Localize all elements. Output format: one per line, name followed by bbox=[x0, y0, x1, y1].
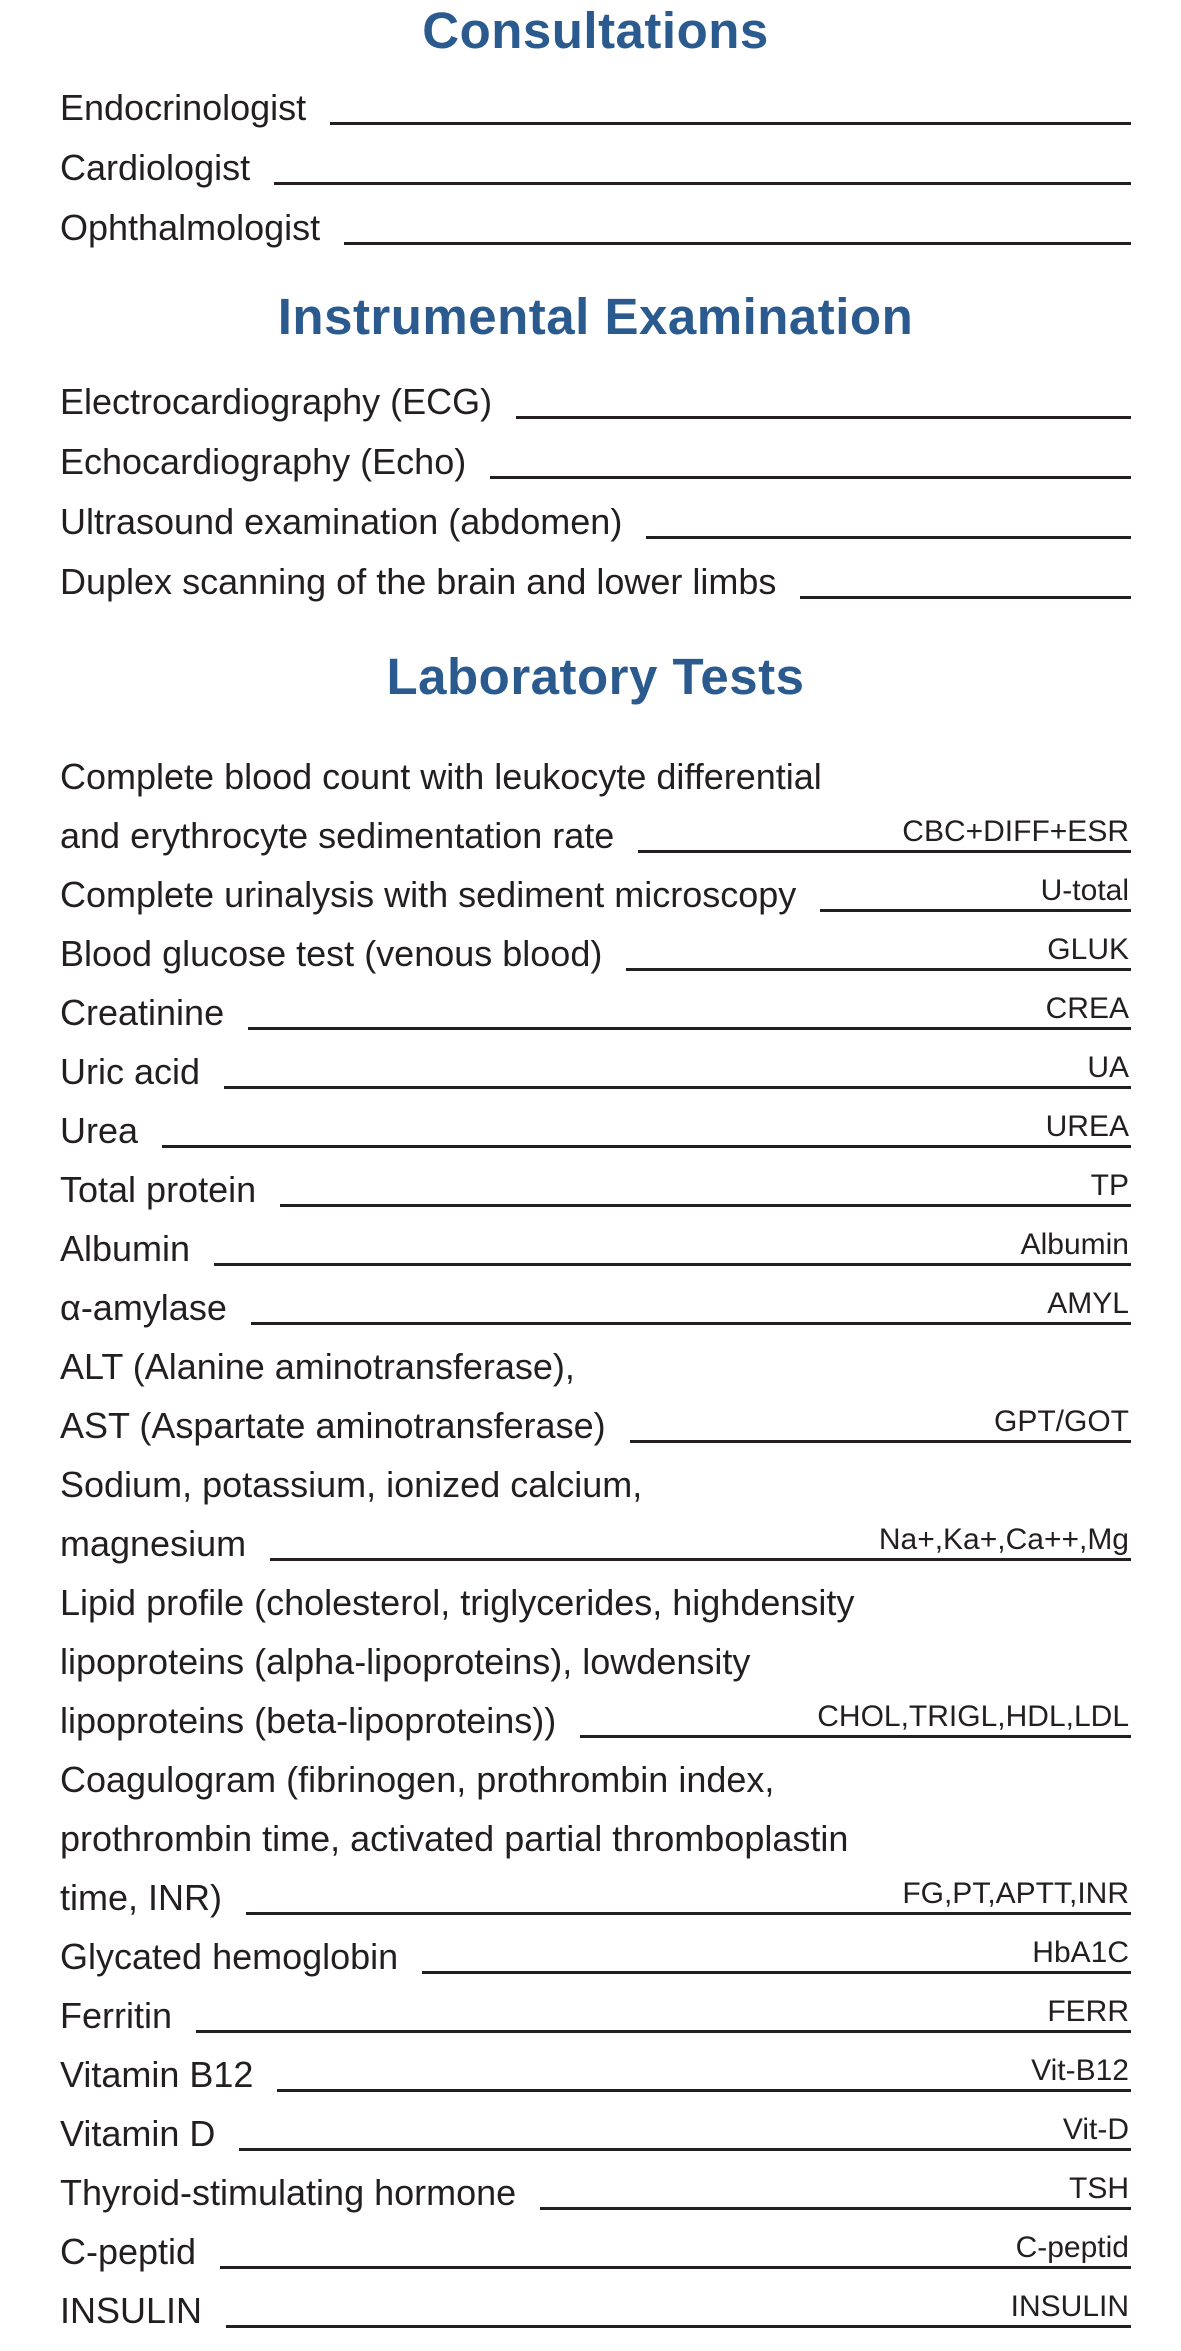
consultation-row bbox=[60, 188, 1131, 248]
lab-test-row bbox=[60, 1446, 1131, 1564]
fill-in-line[interactable] bbox=[540, 2163, 1131, 2210]
fill-in-line[interactable] bbox=[800, 552, 1131, 599]
test-code-label: TSH bbox=[1069, 2171, 1129, 2205]
row-label: Total protein bbox=[60, 1169, 257, 1211]
test-code-label: FERR bbox=[1047, 1994, 1129, 2028]
lab-test-row bbox=[60, 2154, 1131, 2213]
test-code-label: GLUK bbox=[1047, 932, 1129, 966]
row-label: Echocardiography (Echo) bbox=[60, 441, 467, 483]
row-label: Ultrasound examination (abdomen) bbox=[60, 501, 623, 543]
fill-in-line[interactable] bbox=[280, 1160, 1131, 1207]
row-label: Creatinine bbox=[60, 992, 225, 1034]
test-code-label: INSULIN bbox=[1010, 2289, 1129, 2323]
lab-test-row bbox=[60, 738, 1131, 856]
fill-in-line[interactable] bbox=[638, 806, 1131, 853]
lab-test-row bbox=[60, 1564, 1131, 1741]
fill-in-line[interactable] bbox=[516, 372, 1131, 419]
row-label: ALT (Alanine aminotransferase), bbox=[60, 1346, 575, 1388]
test-code-label: UREA bbox=[1045, 1109, 1129, 1143]
row-label: Cardiologist bbox=[60, 147, 251, 189]
consultation-row bbox=[60, 128, 1131, 188]
lab-test-row bbox=[60, 1210, 1131, 1269]
examination-row bbox=[60, 422, 1131, 482]
fill-in-line[interactable] bbox=[277, 2045, 1131, 2092]
lab-test-row bbox=[60, 1269, 1131, 1328]
lab-test-row bbox=[60, 1741, 1131, 1918]
row-label: Thyroid-stimulating hormone bbox=[60, 2172, 517, 2214]
fill-in-line[interactable] bbox=[246, 1868, 1131, 1915]
fill-in-line[interactable] bbox=[274, 138, 1131, 185]
lab-test-row bbox=[60, 1092, 1131, 1151]
consultations-list bbox=[60, 68, 1131, 248]
row-label: lipoproteins (beta-lipoproteins)) bbox=[60, 1700, 557, 1742]
row-label: Endocrinologist bbox=[60, 87, 307, 129]
lab-test-row bbox=[60, 2095, 1131, 2154]
test-code-label: CBC+DIFF+ESR bbox=[902, 814, 1129, 848]
examination-row bbox=[60, 362, 1131, 422]
section-title-consultations: Consultations bbox=[422, 2, 769, 59]
fill-in-line[interactable] bbox=[422, 1927, 1131, 1974]
fill-in-line[interactable] bbox=[344, 198, 1131, 245]
laboratory-tests-list bbox=[60, 738, 1131, 2331]
test-code-label: CHOL,TRIGL,HDL,LDL bbox=[817, 1699, 1129, 1733]
row-label: Ophthalmologist bbox=[60, 207, 321, 249]
fill-in-line[interactable] bbox=[820, 865, 1131, 912]
lab-test-row bbox=[60, 856, 1131, 915]
fill-in-line[interactable] bbox=[330, 78, 1131, 125]
row-label: Uric acid bbox=[60, 1051, 201, 1093]
examination-row bbox=[60, 542, 1131, 602]
row-label: Complete blood count with leukocyte differential bbox=[60, 756, 822, 798]
fill-in-line[interactable] bbox=[248, 983, 1131, 1030]
row-label: Vitamin D bbox=[60, 2113, 216, 2155]
section-title-laboratory-tests: Laboratory Tests bbox=[386, 648, 805, 705]
lab-test-row bbox=[60, 2036, 1131, 2095]
test-code-label: CREA bbox=[1045, 991, 1129, 1025]
fill-in-line[interactable] bbox=[220, 2222, 1131, 2269]
test-code-label: Vit-B12 bbox=[1031, 2053, 1129, 2087]
fill-in-line[interactable] bbox=[626, 924, 1131, 971]
row-label: INSULIN bbox=[60, 2290, 203, 2332]
consultation-row bbox=[60, 68, 1131, 128]
fill-in-line[interactable] bbox=[224, 1042, 1131, 1089]
test-code-label: HbA1C bbox=[1032, 1935, 1129, 1969]
row-label: Complete urinalysis with sediment microscopy bbox=[60, 874, 797, 916]
test-code-label: U-total bbox=[1040, 873, 1129, 907]
row-label: Albumin bbox=[60, 1228, 191, 1270]
row-label: Glycated hemoglobin bbox=[60, 1936, 399, 1978]
test-code-label: GPT/GOT bbox=[994, 1404, 1129, 1438]
fill-in-line[interactable] bbox=[270, 1514, 1131, 1561]
fill-in-line[interactable] bbox=[196, 1986, 1131, 2033]
lab-test-row bbox=[60, 1328, 1131, 1446]
instrumental-examination-list bbox=[60, 362, 1131, 602]
row-label: and erythrocyte sedimentation rate bbox=[60, 815, 615, 857]
fill-in-line[interactable] bbox=[251, 1278, 1131, 1325]
test-code-label: Na+,Ka+,Ca++,Mg bbox=[878, 1522, 1129, 1556]
row-label: Electrocardiography (ECG) bbox=[60, 381, 493, 423]
row-label: prothrombin time, activated partial thromboplastin bbox=[60, 1818, 849, 1860]
lab-test-row bbox=[60, 1151, 1131, 1210]
row-label: Lipid profile (cholesterol, triglycerides, highdensity bbox=[60, 1582, 855, 1624]
fill-in-line[interactable] bbox=[646, 492, 1131, 539]
examination-row bbox=[60, 482, 1131, 542]
fill-in-line[interactable] bbox=[162, 1101, 1131, 1148]
lab-test-row bbox=[60, 1918, 1131, 1977]
lab-test-row bbox=[60, 2213, 1131, 2272]
section-title-instrumental-examination: Instrumental Examination bbox=[277, 288, 914, 345]
row-label: α-amylase bbox=[60, 1287, 227, 1329]
fill-in-line[interactable] bbox=[580, 1691, 1131, 1738]
fill-in-line[interactable] bbox=[214, 1219, 1131, 1266]
lab-test-row bbox=[60, 2272, 1131, 2331]
test-code-label: Albumin bbox=[1020, 1227, 1129, 1261]
test-code-label: UA bbox=[1087, 1050, 1129, 1084]
lab-test-row bbox=[60, 1977, 1131, 2036]
row-label: Vitamin B12 bbox=[60, 2054, 254, 2096]
row-label: Duplex scanning of the brain and lower limbs bbox=[60, 561, 777, 603]
row-label: C-peptid bbox=[60, 2231, 197, 2273]
lab-test-row bbox=[60, 1033, 1131, 1092]
row-label: AST (Aspartate aminotransferase) bbox=[60, 1405, 606, 1447]
fill-in-line[interactable] bbox=[490, 432, 1131, 479]
row-label: lipoproteins (alpha-lipoproteins), lowdensity bbox=[60, 1641, 751, 1683]
row-label: Coagulogram (fibrinogen, prothrombin index, bbox=[60, 1759, 775, 1801]
row-label: Blood glucose test (venous blood) bbox=[60, 933, 603, 975]
row-label: Sodium, potassium, ionized calcium, bbox=[60, 1464, 643, 1506]
row-label: magnesium bbox=[60, 1523, 247, 1565]
row-label: Ferritin bbox=[60, 1995, 173, 2037]
fill-in-line[interactable] bbox=[630, 1396, 1131, 1443]
lab-test-row bbox=[60, 974, 1131, 1033]
row-label: time, INR) bbox=[60, 1877, 222, 1919]
fill-in-line[interactable] bbox=[226, 2281, 1131, 2328]
test-code-label: TP bbox=[1090, 1168, 1129, 1202]
test-code-label: AMYL bbox=[1047, 1286, 1129, 1320]
test-code-label: C-peptid bbox=[1015, 2230, 1129, 2264]
lab-test-row bbox=[60, 915, 1131, 974]
fill-in-line[interactable] bbox=[239, 2104, 1131, 2151]
row-label: Urea bbox=[60, 1110, 139, 1152]
test-code-label: Vit-D bbox=[1062, 2112, 1129, 2146]
test-code-label: FG,PT,APTT,INR bbox=[902, 1876, 1129, 1910]
